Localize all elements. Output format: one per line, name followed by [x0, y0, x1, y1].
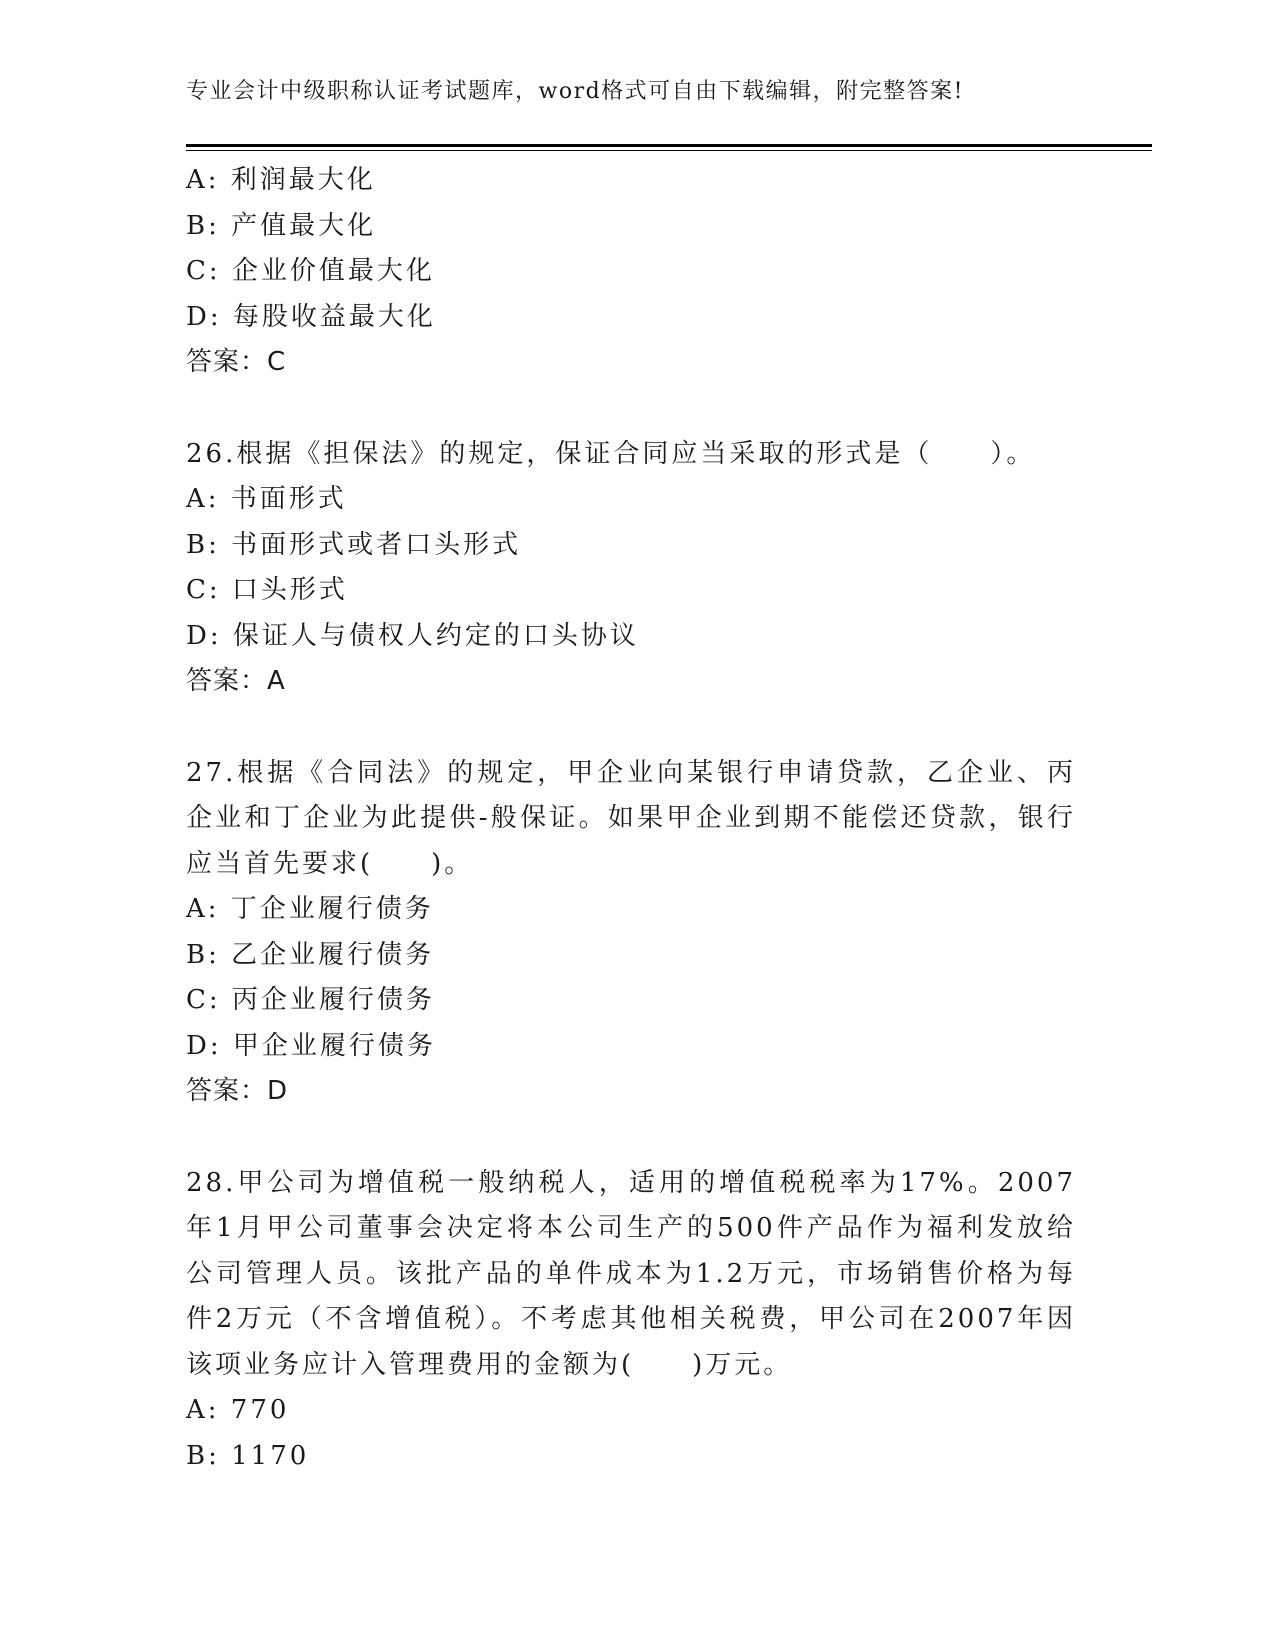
question-stem: 28.甲公司为增值税一般纳税人，适用的增值税税率为17%。2007年1月甲公司董事会决定将本公司生产的500件产品作为福利发放给公司管理人员。该批产品的单件成本为1.2万元，市场销售价格为每件2万元（不含增值税）。不考虑其他相关税费，甲公司在2007年因该项业务应计入管理费用的金额为( )万元。: [186, 1167, 1076, 1380]
answer-label: 答案：A: [186, 666, 286, 696]
option-d: D: 甲企业履行债务: [186, 1030, 436, 1061]
option-c: C: 口头形式: [186, 575, 348, 605]
option-c: C: 企业价值最大化: [186, 256, 435, 286]
option-b: B: 书面形式或者口头形式: [186, 529, 522, 560]
question-27: [186, 751, 1086, 1115]
option-d: D: 每股收益最大化: [186, 301, 436, 332]
page-header: 专业会计中级职称认证考试题库，word格式可自由下载编辑，附完整答案!: [186, 79, 965, 104]
option-d: D: 保证人与债权人约定的口头协议: [186, 620, 639, 651]
option-b: B: 产值最大化: [186, 210, 377, 241]
answer-label: 答案：C: [186, 347, 287, 377]
answer-label: 答案：D: [186, 1076, 289, 1106]
question-stem: 26.根据《担保法》的规定，保证合同应当采取的形式是（ ）。: [186, 438, 1036, 469]
option-b: B: 1170: [186, 1440, 310, 1471]
question-28: [186, 1161, 1086, 1480]
option-a: A: 利润最大化: [186, 165, 376, 195]
option-a: A: 书面形式: [186, 484, 347, 514]
spacer: [186, 386, 1086, 432]
question-25: [186, 158, 1086, 386]
header-divider: [186, 144, 1152, 147]
spacer: [186, 1115, 1086, 1161]
question-stem: 27.根据《合同法》的规定，甲企业向某银行申请贷款，乙企业、丙企业和丁企业为此提供-般保证。如果甲企业到期不能偿还贷款，银行应当首先要求( )。: [186, 757, 1076, 879]
option-a: A: 丁企业履行债务: [186, 894, 434, 924]
spacer: [186, 705, 1086, 751]
option-a: A: 770: [186, 1395, 290, 1425]
question-26: [186, 432, 1086, 705]
option-c: C: 丙企业履行债务: [186, 985, 435, 1015]
option-b: B: 乙企业履行债务: [186, 939, 435, 970]
question-list: [186, 158, 1086, 1479]
